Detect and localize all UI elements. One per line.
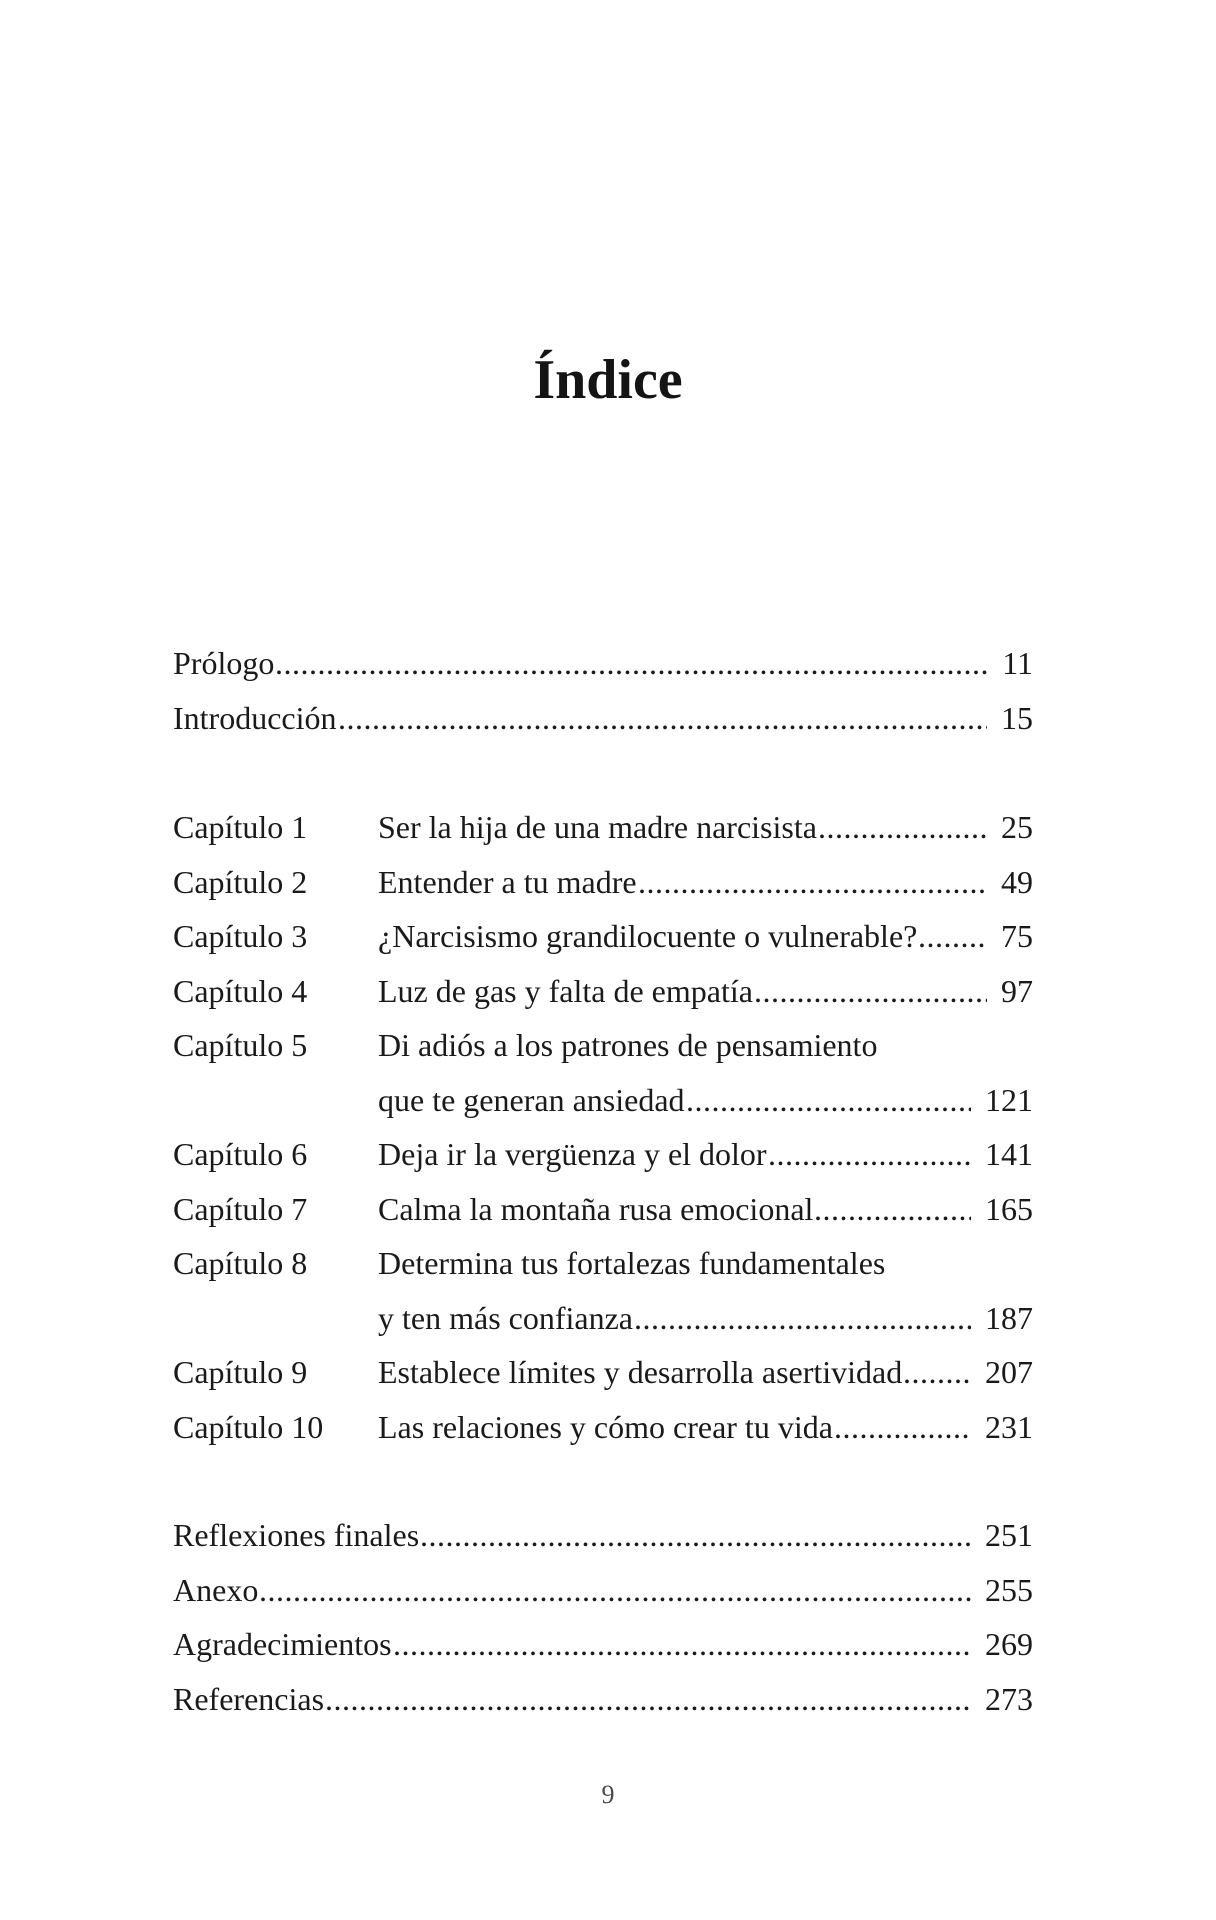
entry-page-number: 269	[985, 1626, 1033, 1662]
chapter-title: Establece límites y desarrolla asertividad	[378, 1354, 903, 1390]
dot-leader	[768, 1127, 971, 1182]
chapter-page-number: 25	[1001, 809, 1033, 845]
entry-page-number: 15	[1001, 699, 1033, 736]
chapter-number: Capítulo 2	[173, 863, 308, 900]
chapter-number: Capítulo 3	[173, 918, 308, 954]
toc-chapter-entry[interactable]	[173, 1236, 1033, 1291]
toc-entry[interactable]	[173, 1508, 1033, 1563]
toc-chapter-entry-continuation[interactable]	[173, 1073, 1033, 1128]
chapter-page-number: 165	[985, 1190, 1033, 1227]
toc-chapter-entry[interactable]	[173, 1345, 1033, 1400]
toc-back-matter	[173, 1508, 1033, 1726]
chapter-title: Ser la hija de una madre narcisista	[378, 809, 817, 845]
dot-leader	[420, 1508, 971, 1563]
dot-leader	[814, 1182, 971, 1237]
chapter-number: Capítulo 10	[173, 1408, 324, 1445]
page-title: Índice	[533, 349, 683, 411]
entry-title: Reflexiones finales	[173, 1517, 420, 1553]
toc-chapter-entry[interactable]	[173, 1018, 1033, 1073]
dot-leader	[393, 1617, 971, 1672]
dot-leader	[638, 855, 987, 910]
toc-chapter-entry[interactable]	[173, 964, 1033, 1019]
chapter-number: Capítulo 4	[173, 972, 308, 1009]
chapter-page-number: 141	[985, 1136, 1033, 1172]
toc-entry[interactable]	[173, 691, 1033, 746]
chapter-title: Di adiós a los patrones de pensamiento	[378, 1027, 878, 1063]
page-number: 9	[601, 1780, 615, 1809]
dot-leader	[903, 1345, 971, 1400]
entry-title: Referencias	[173, 1680, 325, 1717]
dot-leader	[338, 691, 987, 746]
dot-leader	[834, 1400, 971, 1455]
chapter-page-number: 97	[1001, 972, 1033, 1009]
toc-entry[interactable]	[173, 636, 1033, 691]
dot-leader	[259, 1563, 971, 1618]
chapter-number: Capítulo 1	[173, 809, 308, 845]
chapter-title: Las relaciones y cómo crear tu vida	[378, 1408, 833, 1445]
toc-chapters	[173, 800, 1033, 1454]
toc-front-matter	[173, 636, 1033, 745]
entry-title: Prólogo	[173, 645, 275, 681]
toc-chapter-entry[interactable]	[173, 800, 1033, 855]
chapter-number: Capítulo 6	[173, 1136, 308, 1172]
toc-chapter-entry[interactable]	[173, 1182, 1033, 1237]
toc-chapter-entry-continuation[interactable]	[173, 1291, 1033, 1346]
chapter-number: Capítulo 8	[173, 1245, 308, 1281]
entry-title: Agradecimientos	[173, 1626, 392, 1662]
chapter-number: Capítulo 7	[173, 1190, 308, 1227]
chapter-number: Capítulo 9	[173, 1354, 308, 1390]
entry-page-number: 255	[985, 1571, 1033, 1608]
chapter-title: ¿Narcisismo grandilocuente o vulnerable?	[378, 918, 918, 954]
chapter-page-number: 121	[985, 1081, 1033, 1118]
dot-leader	[325, 1672, 971, 1727]
entry-page-number: 273	[985, 1680, 1033, 1717]
chapter-title: y ten más confianza	[378, 1299, 633, 1336]
chapter-page-number: 207	[985, 1354, 1033, 1390]
chapter-page-number: 231	[985, 1408, 1033, 1445]
chapter-title: Entender a tu madre	[378, 863, 637, 900]
dot-leader	[686, 1073, 971, 1128]
dot-leader	[818, 800, 987, 855]
entry-page-number: 11	[1002, 645, 1033, 681]
dot-leader	[754, 964, 987, 1019]
toc-chapter-entry[interactable]	[173, 1127, 1033, 1182]
entry-title: Anexo	[173, 1571, 259, 1608]
chapter-title: Determina tus fortalezas fundamentales	[378, 1245, 886, 1281]
chapter-title: Calma la montaña rusa emocional	[378, 1190, 814, 1227]
toc-chapter-entry[interactable]	[173, 1400, 1033, 1455]
chapter-title: Deja ir la vergüenza y el dolor	[378, 1136, 767, 1172]
entry-page-number: 251	[985, 1517, 1033, 1553]
entry-title: Introducción	[173, 699, 337, 736]
toc-entry[interactable]	[173, 1672, 1033, 1727]
chapter-number: Capítulo 5	[173, 1027, 308, 1063]
toc-chapter-entry[interactable]	[173, 909, 1033, 964]
toc-entry[interactable]	[173, 1617, 1033, 1672]
toc-chapter-entry[interactable]	[173, 855, 1033, 910]
chapter-page-number: 187	[985, 1299, 1033, 1336]
chapter-title: Luz de gas y falta de empatía	[378, 972, 753, 1009]
dot-leader	[275, 636, 988, 691]
dot-leader	[634, 1291, 971, 1346]
chapter-page-number: 49	[1001, 863, 1033, 900]
chapter-title: que te generan ansiedad	[378, 1081, 685, 1118]
chapter-page-number: 75	[1001, 918, 1033, 954]
dot-leader	[918, 909, 987, 964]
toc-entry[interactable]	[173, 1563, 1033, 1618]
